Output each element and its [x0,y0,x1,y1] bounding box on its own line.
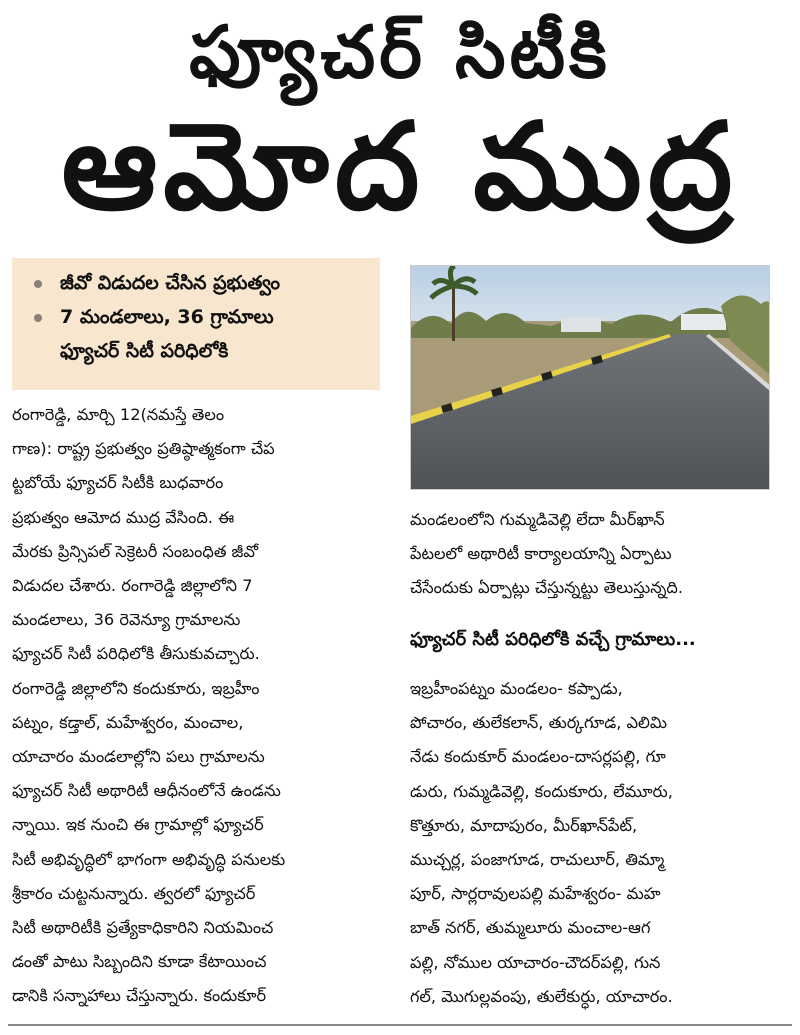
body-line: గల్, మొగుల్లవంపు, తులేకుర్ధు, యాచారం. [410,986,673,1006]
bottom-divider [8,1024,792,1026]
body-line: న్నాయి. ఇక నుంచి ఈ గ్రామాల్లో ఫ్యూచర్ [12,815,264,835]
body-line: ప్రభుత్వం ఆమోద ముద్ర వేసింది. ఈ [12,507,235,527]
body-line: మండలాలు, 36 రెవెన్యూ గ్రామాలను [12,610,241,630]
body-line: యాచారం మండలాల్లోని పలు గ్రామాలను [12,747,265,767]
villages-list [410,672,782,1014]
highlights-box [12,258,380,390]
body-line: గాణ): రాష్ట్ర ప్రభుత్వం ప్రతిష్ఠాత్మకంగా చేప [12,439,275,459]
article-body-left [12,398,392,1014]
body-line: ఫ్యూచర్ సిటీ అథారిటీ ఆధీనంలోనే ఉండను [12,781,281,801]
bullet-icon [34,280,42,288]
body-line: కొత్తూరు, మాదాపురం, మీర్‌ఖాన్‌పేట్, [410,815,638,835]
villages-subheading: ఫ్యూచర్ సిటీ పరిధిలోకి వచ్చే గ్రామాలు... [410,629,696,650]
body-line: నేడు కందుకూర్ మండలం-దాసర్లపల్లి, గూ [410,747,666,767]
body-line: విడుదల చేశారు. రంగారెడ్డి జిల్లాలోని 7 [12,576,253,596]
road-photo-illustration [411,266,770,490]
body-line: డానికి సన్నాహాలు చేస్తున్నారు. కందుకూర్ [12,986,267,1006]
body-line: ముచ్చర్ల, పంజాగూడ, రాచులూర్, తిమ్మా [410,850,665,870]
bullet-icon [34,314,42,322]
highlight-item [32,266,370,300]
body-line: ట్టబోయే ఫ్యూచర్ సిటీకి బుధవారం [12,473,224,493]
body-line: పూర్, సార్లరావులపల్లి మహేశ్వరం- మహ [410,884,661,904]
road-photo [410,265,770,490]
body-line: చేసేందుకు ఏర్పాట్లు చేస్తున్నట్టు తెలుస్తున్నది. [410,578,683,598]
headline-line-1: ఫ్యూచర్ సిటీకి [189,10,611,94]
body-line: పల్లి, నోముల యాచారం-చౌదర్‌పల్లి, గున [410,952,661,972]
body-line: మండలంలోని గుమ్మడివెల్లి లేదా మీర్‌ఖాన్ [410,510,665,529]
body-line: పేటలలో అథారిటీ కార్యాలయాన్ని ఏర్పాటు [410,544,672,564]
body-line: డురు, గుమ్మడివెల్లి, కందుకూరు, లేమూరు, [410,781,673,801]
body-line: డంతో పాటు సిబ్బందిని కూడా కేటాయించ [12,952,267,972]
highlight-text: 7 మండలాలు, 36 గ్రామాలు [60,306,274,328]
body-line: ఫ్యూచర్ సిటీ పరిధిలోకి తీసుకువచ్చారు. [12,644,260,664]
body-line: బాత్ నగర్, తుమ్మలూరు మంచాల-ఆగ [410,918,651,938]
body-line: పట్నం, కడ్తాల్, మహేశ్వరం, మంచాల, [12,712,244,732]
body-line: మేరకు ప్రిన్సిపల్ సెక్రెటరీ సంబంధిత జీవో [12,541,259,561]
body-line: రంగారెడ్డి జిల్లాలోని కందుకూరు, ఇబ్రహీం [12,678,260,698]
body-line: సిటీ అథారిటీకి ప్రత్యేకాధికారిని నియమించ [12,918,274,938]
body-line: శ్రీకారం చుట్టనున్నారు. త్వరలో ఫ్యూచర్ [12,883,256,903]
highlight-continuation: ఫ్యూచర్ సిటీ పరిధిలోకి [60,340,229,362]
body-line: రంగారెడ్డి, మార్చి 12(నమస్తే తెలం [12,405,225,424]
body-line: పోచారం, తులేకలాన్, తుర్కగూడ, ఎలిమి [410,713,667,733]
highlight-item [32,300,370,334]
highlight-text: జీవో విడుదల చేసిన ప్రభుత్వం [60,272,281,294]
headline-line-2: ఆమోద ముద్ర [61,98,739,237]
article-body-right-top [410,503,782,606]
body-line: ఇబ్రహీంపట్నం మండలం- కప్పాడు, [410,679,623,698]
body-line: సిటీ అభివృద్ధిలో భాగంగా అభివృద్ధి పనులకు [12,849,286,869]
